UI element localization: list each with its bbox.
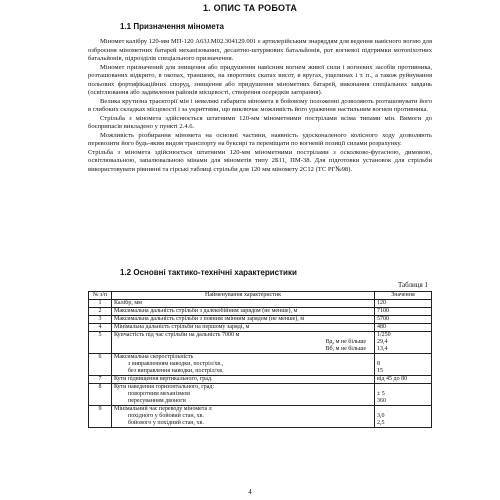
row-name-cell xyxy=(112,316,375,324)
row-value xyxy=(377,384,429,391)
table-row xyxy=(89,324,432,332)
row-value: 360 xyxy=(377,398,386,404)
row-name: Мінімальний час переводу міномета з: xyxy=(114,406,213,412)
row-value-cell xyxy=(375,332,432,354)
row-name-cell xyxy=(112,332,375,354)
row-name: без виправлення наводки, постріл/хв. xyxy=(128,368,224,374)
row-value: від 45 до 80 xyxy=(377,376,408,382)
column-header-number: № з/п xyxy=(89,292,112,300)
row-value-cell xyxy=(375,324,432,332)
row-number: 5 xyxy=(89,332,112,354)
paragraph: Можливість розбирання міномета на основні частини, наявність удосконаленого колісного ходу дозволяють перевозити його будь-яким видом транспорту на буксирі та переміщати по вогневій позиції силами розрахунку. xyxy=(88,131,432,147)
section-heading-purpose: 1.1 Призначення міномета xyxy=(120,22,224,31)
row-value xyxy=(377,354,429,361)
specs-table xyxy=(88,291,432,428)
row-value: 7100 xyxy=(377,308,389,314)
table-row xyxy=(89,300,432,308)
table-label: Таблиця 1 xyxy=(397,281,428,289)
row-number: 4 xyxy=(89,324,112,332)
row-name-cell xyxy=(112,384,375,406)
row-value: 120 xyxy=(377,300,386,306)
table-row xyxy=(89,354,432,376)
row-value: 8 xyxy=(377,361,380,367)
row-number: 1 xyxy=(89,300,112,308)
row-name: Купчастість під час стрільби на дальність 7000 м xyxy=(114,332,240,338)
table-row xyxy=(89,308,432,316)
row-value: 1/250 xyxy=(377,332,391,338)
paragraph: Стрільба з міномета здійснюється штатними 120-мм мінометними пострілами всіма типами мін. Вимоги до боєприпасів викладено у пункті 2.4.6. xyxy=(88,114,432,130)
row-name: Кути наведення горизонтального, град: xyxy=(114,384,215,390)
row-value-cell xyxy=(375,300,432,308)
row-value: 15 xyxy=(377,368,383,374)
row-name: Калібр, мм xyxy=(114,300,142,306)
row-name: Мінімальна дальність стрільби на першому заряді, м xyxy=(114,324,250,330)
table-row xyxy=(89,332,432,354)
row-name-cell xyxy=(112,300,375,308)
row-value: 2,5 xyxy=(377,420,385,426)
table-header-row xyxy=(89,292,432,300)
row-value: 480 xyxy=(377,324,386,330)
row-value-cell xyxy=(375,316,432,324)
row-name: Максимальна скорострільність xyxy=(114,354,194,360)
row-value: 29,4 xyxy=(377,339,388,345)
row-name: пересуванням двоноги xyxy=(128,398,186,404)
column-header-value: Значення xyxy=(375,292,432,300)
purpose-text xyxy=(88,38,432,174)
row-name: бойового у похідний стан, хв. xyxy=(128,420,204,426)
row-name: з виправленням наводки, постріл/хв., xyxy=(128,361,224,367)
paragraph: Міномет призначений для знищення або придушення навісним вогнем живої сили і вогневих засобів противника, розташованих відкрито, в окопах, траншеях, на зворотних скатах висот, в яругах, ущелинах і т. п., а також руйнування польових фортифікаційних споруд, знищення або придушення мінометних батарей, виконання спеціальних завдань (освітлювання або задимлення районів місцевості, створення осередків загорання). xyxy=(88,63,432,96)
row-name: поворотним механізмом xyxy=(128,391,190,397)
row-name-cell xyxy=(112,406,375,428)
row-value-cell xyxy=(375,308,432,316)
row-value-cell xyxy=(375,384,432,406)
row-number: 7 xyxy=(89,376,112,384)
row-value: 3,0 xyxy=(377,413,385,419)
table-row xyxy=(89,406,432,428)
paragraph: Міномет калібру 120-мм МП-120 А63J.М02.304129.001 є артилерійським знаряддям для ведення навісного вогню для озброєння мінометних батарей механізованих, десантно-штурмових батальйонів, рот вогневої підтримки мотопіхотних батальйонів, підрозділів спеціального призначення. xyxy=(88,38,432,62)
section-heading-specs: 1.2 Основні тактико-технічні характеристики xyxy=(120,268,297,277)
table-row xyxy=(89,376,432,384)
row-value xyxy=(377,406,429,413)
row-name: похідного у бойовий стан, хв. xyxy=(128,413,204,419)
paragraph: Стрільба з міномета здійснюється штатними 120-мм мінометними пострілами з осколково-фугасною, димовою, освітлювальною, запалювальною мінами для мінометів типу 2Б11, ПМ-38. Для підготовки установок для стрільби використовувати рівнинні та гірські таблиці стрільби для 120 мм міномету 2С12 (ТС РГ№98). xyxy=(88,148,432,173)
row-number: 8 xyxy=(89,384,112,406)
row-number: 3 xyxy=(89,316,112,324)
row-value-cell xyxy=(375,354,432,376)
row-number: 2 xyxy=(89,308,112,316)
page-number: 4 xyxy=(248,488,252,496)
row-name-cell xyxy=(112,354,375,376)
row-value-cell xyxy=(375,376,432,384)
row-value-cell xyxy=(375,406,432,428)
row-value: 5700 xyxy=(377,316,389,322)
row-name-cell xyxy=(112,376,375,384)
row-name-cell xyxy=(112,308,375,316)
table-row xyxy=(89,316,432,324)
row-name-cell xyxy=(112,324,375,332)
row-value: 13,4 xyxy=(377,346,388,352)
paragraph: Велика крутизна траєкторії мін і невеликі габарити міномета в бойовому положенні дозволяють розташовувати його в глибоких складках місцевості і за укриттями, що виключає можливість його ураження настильним вогнем противника. xyxy=(88,97,432,113)
row-number: 9 xyxy=(89,406,112,428)
row-number: 6 xyxy=(89,354,112,376)
row-name: Кути підвищення вертикального, град. xyxy=(114,376,213,382)
row-name: Максимальна дальність стрільби з повним змінним зарядом (не менше), м xyxy=(114,316,305,322)
document-title: 1. ОПИС ТА РОБОТА xyxy=(202,3,298,13)
column-header-name: Найменування характеристик xyxy=(112,292,375,300)
row-name: Вб, м не більше xyxy=(325,346,366,352)
row-name: Вд, м не більше xyxy=(325,339,366,345)
row-value: ± 5 xyxy=(377,391,385,397)
row-name: Максимальна дальність стрільби з далекобійним зарядом (не менше), м xyxy=(114,308,298,314)
table-row xyxy=(89,384,432,406)
